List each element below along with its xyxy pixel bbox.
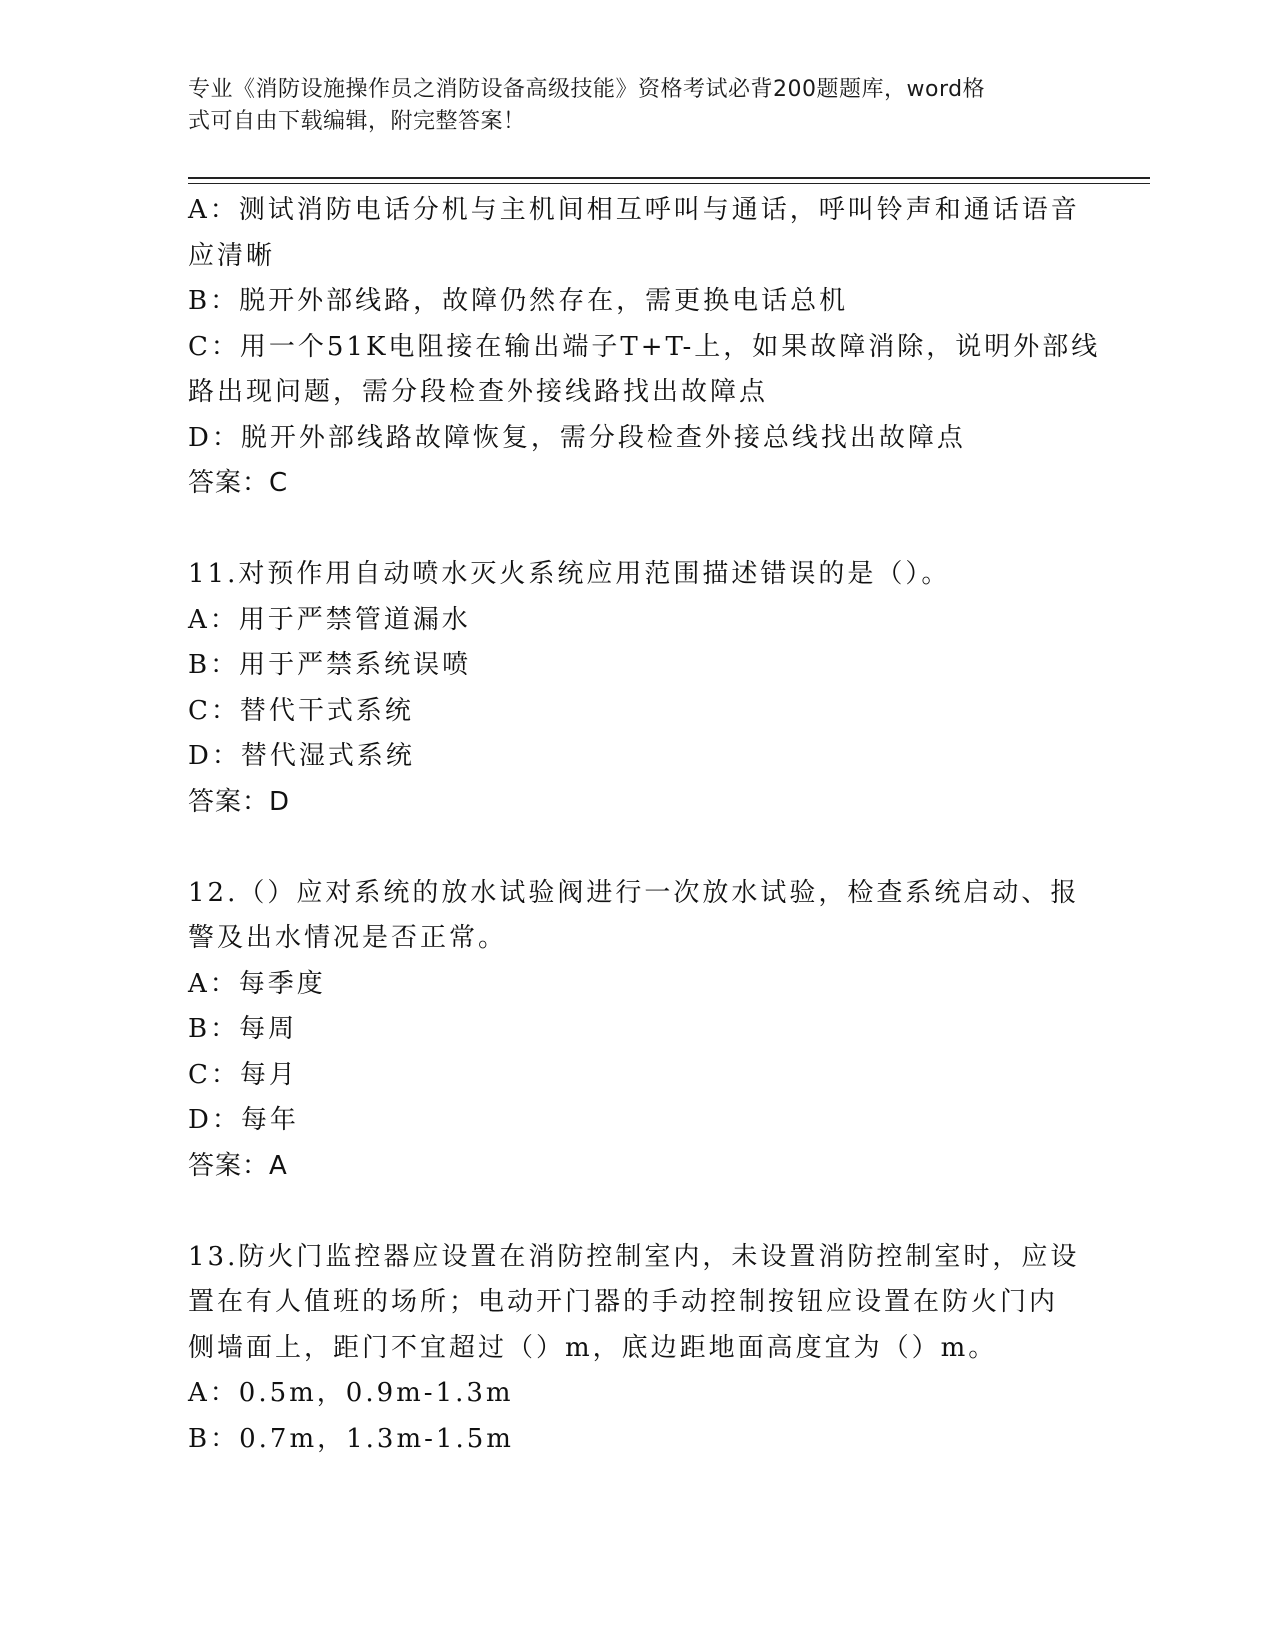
document-header [188, 74, 1088, 138]
q13-question-line-1: 13.防火门监控器应设置在消防控制室内，未设置消防控制室时，应设 [188, 1241, 1080, 1272]
q11-option-c: C：替代干式系统 [188, 695, 414, 726]
q12-option-a: A：每季度 [188, 968, 326, 999]
question-13-block [188, 1235, 1088, 1463]
q13-option-b: B：0.7m，1.3m-1.5m [188, 1423, 514, 1454]
header-divider-thick [188, 177, 1150, 179]
q11-option-b: B：用于严禁系统误喷 [188, 650, 472, 680]
q11-option-d: D：替代湿式系统 [188, 741, 415, 771]
q11-option-a: A：用于严禁管道漏水 [188, 604, 471, 635]
q12-option-d: D：每年 [188, 1105, 299, 1135]
header-line-1: 专业《消防设施操作员之消防设备高级技能》资格考试必背200题题库，word格 [188, 77, 986, 102]
q11-question: 11.对预作用自动喷水灭火系统应用范围描述错误的是（）。 [188, 559, 951, 589]
question-10-block [188, 188, 1101, 507]
q12-answer: 答案：A [188, 1150, 288, 1181]
question-list [188, 188, 1101, 1462]
question-12-block [188, 871, 1088, 1190]
q12-option-c: C：每月 [188, 1059, 298, 1090]
q10-option-a-line-1: A：测试消防电话分机与主机间相互呼叫与通话，呼叫铃声和通话语音 [188, 195, 1080, 225]
q12-option-b: B：每周 [188, 1014, 298, 1044]
q10-option-c-line-1: C：用一个51K电阻接在输出端子T+T-上，如果故障消除，说明外部线 [188, 331, 1101, 362]
q10-option-a-line-2: 应清晰 [188, 240, 276, 271]
spacer [188, 1189, 1088, 1235]
q12-question-line-2: 警及出水情况是否正常。 [188, 923, 508, 953]
q11-answer: 答案：D [188, 786, 291, 817]
q13-option-a: A：0.5m，0.9m-1.3m [188, 1378, 514, 1408]
spacer [188, 507, 1088, 553]
spacer [188, 825, 1088, 871]
header-divider-thin [188, 183, 1150, 184]
q13-question-line-3: 侧墙面上，距门不宜超过（）m，底边距地面高度宜为（）m。 [188, 1332, 998, 1363]
header-line-2: 式可自由下载编辑，附完整答案！ [188, 109, 526, 134]
q10-answer: 答案：C [188, 468, 289, 498]
q10-option-d: D：脱开外部线路故障恢复，需分段检查外接总线找出故障点 [188, 422, 966, 453]
question-11-block [188, 552, 1088, 825]
q12-question-line-1: 12.（）应对系统的放水试验阀进行一次放水试验，检查系统启动、报 [188, 877, 1080, 908]
q13-question-line-2: 置在有人值班的场所；电动开门器的手动控制按钮应设置在防火门内 [188, 1287, 1059, 1317]
q10-option-b: B：脱开外部线路，故障仍然存在，需更换电话总机 [188, 286, 849, 316]
q10-option-c-line-2: 路出现问题，需分段检查外接线路找出故障点 [188, 377, 769, 407]
